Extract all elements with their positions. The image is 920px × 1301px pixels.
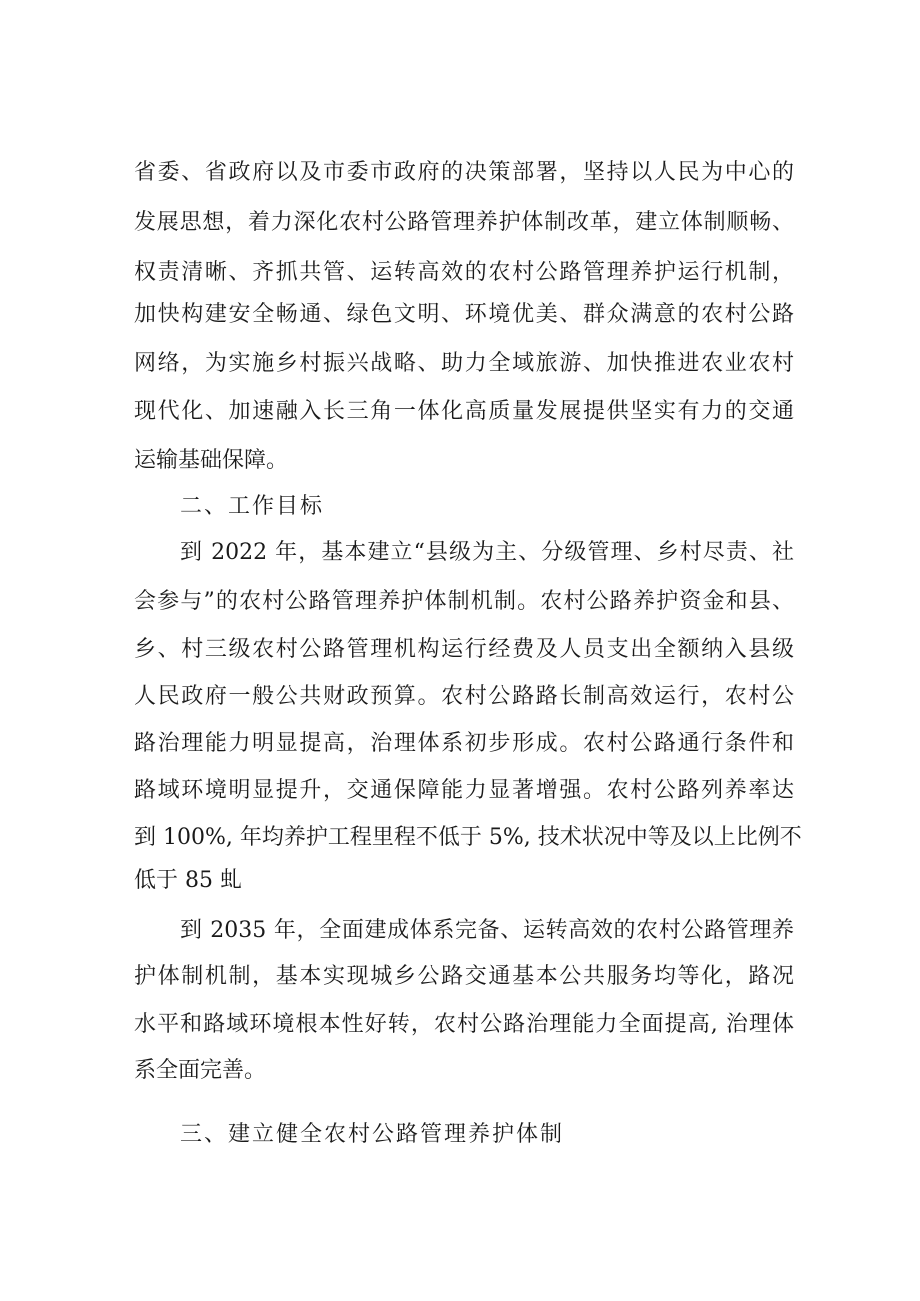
paragraph-2-line-2: 会参与”的农村公路管理养护体制机制。农村公路养护资金和县、 [134,589,794,614]
paragraph-2-line-1: 到 2022 年，基本建立“县级为主、分级管理、乡村尽责、社 [180,540,794,565]
paragraph-2-line-5: 路治理能力明显提高，治理体系初步形成。农村公路通行条件和 [134,731,794,756]
paragraph-1-line-4: 加快构建安全畅通、绿色文明、环境优美、群众满意的农村公路 [134,302,794,327]
paragraph-3-line-3: 水平和路域环境根本性好转，农村公路治理能力全面提高, 治理体 [134,1012,794,1037]
paragraph-1-line-6: 现代化、加速融入长三角一体化高质量发展提供坚实有力的交通 [134,399,794,424]
paragraph-1-line-1: 省委、省政府以及市委市政府的决策部署，坚持以人民为中心的 [134,160,794,185]
paragraph-2-line-8: 低于 85 虬 [134,868,242,893]
section-heading-management-system: 三、建立健全农村公路管理养护体制 [180,1122,565,1147]
paragraph-1-line-3: 权责清晰、齐抓共管、运转高效的农村公路管理养护运行机制， [134,260,794,285]
paragraph-1-line-7: 运输基础保障。 [134,448,289,473]
paragraph-2-line-6: 路域环境明显提升，交通保障能力显著增强。农村公路列养率达 [134,778,794,803]
paragraph-3-line-1: 到 2035 年，全面建成体系完备、运转高效的农村公路管理养 [180,918,794,943]
paragraph-3-line-2: 护体制机制，基本实现城乡公路交通基本公共服务均等化，路况 [134,964,794,989]
paragraph-2-line-4: 人民政府一般公共财政预算。农村公路路长制高效运行，农村公 [134,684,794,709]
paragraph-1-line-2: 发展思想，着力深化农村公路管理养护体制改革，建立体制顺畅、 [134,210,794,235]
paragraph-2-line-3: 乡、村三级农村公路管理机构运行经费及人员支出全额纳入县级 [134,637,794,662]
paragraph-3-line-4: 系全面完善。 [134,1058,267,1083]
paragraph-2-line-7: 到 100%, 年均养护工程里程不低于 5%, 技术状况中等及以上比例不 [134,825,802,850]
paragraph-1-line-5: 网络，为实施乡村振兴战略、助力全域旅游、加快推进农业农村 [134,351,794,376]
section-heading-work-goals: 二、工作目标 [180,494,325,519]
